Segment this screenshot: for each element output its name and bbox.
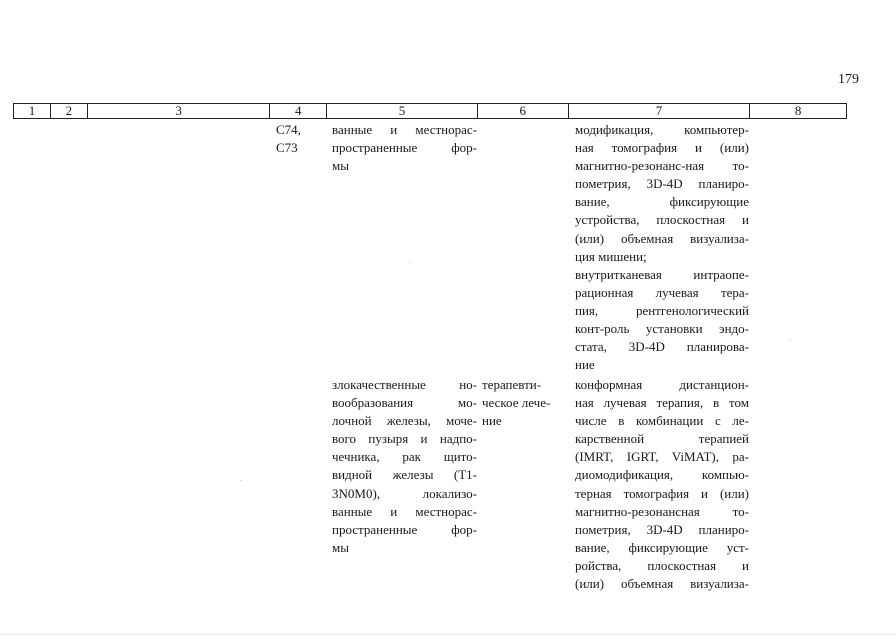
- method-line: конформная дистанцион-: [575, 377, 749, 392]
- method-line: стата, 3D-4D планирова-: [575, 339, 749, 355]
- diagnosis-line: мы: [332, 539, 349, 555]
- method-line: внутритканевая интраопе-: [575, 266, 749, 282]
- method-line: ция мишени;: [575, 248, 647, 264]
- method-line: (или) объемная визуализа-: [575, 576, 749, 592]
- page-number: 179: [838, 72, 859, 87]
- column-number-4: 4: [270, 104, 327, 118]
- treatment-type-line: терапевти-: [482, 377, 542, 392]
- diagnosis-line: видной железы (Т1-: [332, 467, 477, 483]
- method-line: числе в комбинации с ле-: [575, 413, 749, 429]
- column-number-2: 2: [51, 104, 88, 118]
- method-line: рационная лучевая тера-: [575, 284, 749, 300]
- diagnosis-line: мы: [332, 158, 349, 174]
- scan-speck: [410, 262, 411, 263]
- method-line: карственной терапией: [575, 431, 749, 447]
- column-number-8: 8: [794, 103, 802, 118]
- scan-speck: [240, 480, 241, 481]
- method-line: вание, фиксирующие: [575, 194, 749, 210]
- row2-treatment-type: [482, 376, 568, 430]
- method-line: терная томография и (или): [575, 485, 749, 501]
- diagnosis-line: лочной железы, моче-: [332, 413, 477, 429]
- method-line: (или) объемная визуализа-: [575, 230, 749, 246]
- diagnosis-line: чечника, рак щито-: [332, 449, 477, 465]
- method-line: вание, фиксирующие уст-: [575, 539, 749, 555]
- diagnosis-line: ванные и местнорас-: [332, 503, 477, 519]
- method-line: модификация, компьютер-: [575, 122, 749, 137]
- scan-speck: [790, 340, 791, 341]
- row2-diagnosis: [332, 376, 477, 557]
- method-line: пометрия, 3D-4D планиро-: [575, 176, 749, 192]
- diagnosis-line: пространенные фор-: [332, 140, 477, 156]
- row2-treatment-method: [575, 376, 749, 593]
- method-line: пия, рентгенологический: [575, 302, 749, 318]
- method-line: магнитно-резонансная то-: [575, 503, 749, 519]
- column-number-3: 3: [88, 104, 271, 118]
- treatment-type-line: ние: [482, 413, 502, 429]
- treatment-type-line: ческое лече-: [482, 395, 551, 411]
- diagnosis-line: вого пузыря и надпо-: [332, 431, 477, 447]
- diagnosis-line: пространенные фор-: [332, 521, 477, 537]
- row1-treatment-method: [575, 121, 749, 374]
- diagnosis-line: вообразования мо-: [332, 395, 477, 411]
- column-number-1: 1: [14, 104, 51, 118]
- method-line: устройства, плоскостная и: [575, 212, 749, 228]
- diagnosis-line: злокачественные но-: [332, 377, 477, 392]
- diagnosis-line: ванные и местнорас-: [332, 122, 477, 137]
- method-line: диомодификация, компью-: [575, 467, 749, 483]
- scan-edge-line: [0, 634, 896, 635]
- method-line: конт-роль установки эндо-: [575, 321, 749, 337]
- row1-icd-codes: [276, 121, 326, 157]
- row1-diagnosis: [332, 121, 477, 175]
- method-line: ройства, плоскостная и: [575, 557, 749, 573]
- icd-code-line: C74,: [276, 122, 301, 137]
- column-number-5: 5: [327, 104, 478, 118]
- table-header-row: [13, 103, 847, 119]
- method-line: пометрия, 3D-4D планиро-: [575, 521, 749, 537]
- diagnosis-line: 3N0M0), локализо-: [332, 485, 477, 501]
- column-number-7: 7: [569, 104, 751, 118]
- method-line: (IMRT, IGRT, ViMAT), ра-: [575, 449, 749, 465]
- method-line: ная лучевая терапия, в том: [575, 395, 749, 411]
- icd-code-line: C73: [276, 140, 298, 156]
- method-line: ние: [575, 357, 595, 373]
- method-line: ная томография и (или): [575, 140, 749, 156]
- method-line: магнитно-резонанс-ная то-: [575, 158, 749, 174]
- column-number-6: 6: [478, 104, 569, 118]
